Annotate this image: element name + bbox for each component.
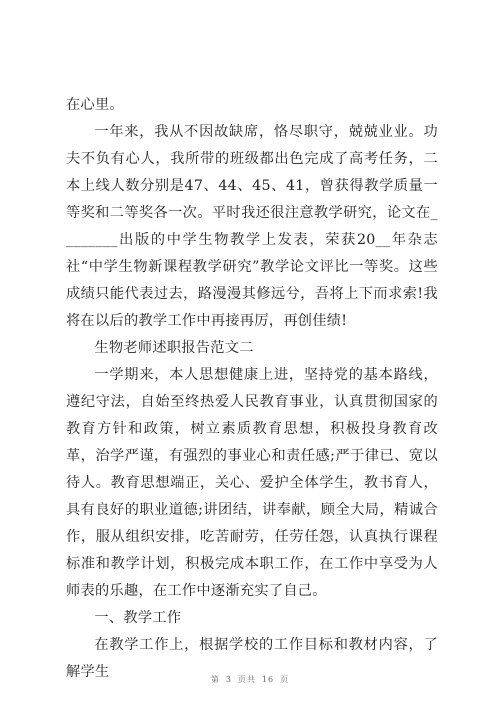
document-body: [66, 92, 438, 686]
paragraph-achievements: 一年来，我从不因故缺席，恪尽职守，兢兢业业。功夫不负有心人，我所带的班级都出色完成了高考任务，二本上线人数分别是47、44、45、41，曾获得教学质量一等奖和二等奖各一次。平时我还很注意教学研究，论文在________出版的中学生物教学上发表，荣获20__年杂志社“中学生物新课程教学研究”教学论文评比一等奖。这些成绩只能代表过去，路漫漫其修远兮，吾将上下而求索!我将在以后的教学工作中再接再厉，再创佳绩!: [66, 124, 438, 329]
paragraph-teaching-work: 在教学工作上，根据学校的工作目标和教材内容，了解学生: [66, 637, 438, 680]
page-footer: [0, 674, 500, 685]
section-heading-sample-two: 生物老师述职报告范文二: [94, 340, 254, 356]
footer-prefix: 第: [210, 675, 220, 684]
paragraph-continuation: 在心里。: [66, 97, 124, 113]
footer-current-page: 3: [225, 675, 232, 684]
paragraph-semester-summary: 一学期来，本人思想健康上进，坚持党的基本路线，遵纪守法，自始至终热爱人民教育事业，认真贯彻国家的教育方针和政策，树立素质教育思想，积极投身教育改革，治学严谨，有强烈的事业心和责任感;严于律已、宽以待人。教育思想端正，关心、爱护全体学生，教书育人，具有良好的职业道德;讲团结，讲奉献，顾全大局，精诚合作，服从组织安排，吃苦耐劳，任劳任怨，认真执行课程标准和教学计划，积极完成本职工作，在工作中享受为人师表的乐趣，在工作中逐渐充实了自己。: [66, 367, 438, 599]
footer-suffix: 页: [280, 675, 290, 684]
footer-middle: 页共: [237, 675, 256, 684]
section-heading-teaching-work: 一、教学工作: [94, 610, 182, 626]
footer-total-pages: 16: [261, 675, 275, 684]
